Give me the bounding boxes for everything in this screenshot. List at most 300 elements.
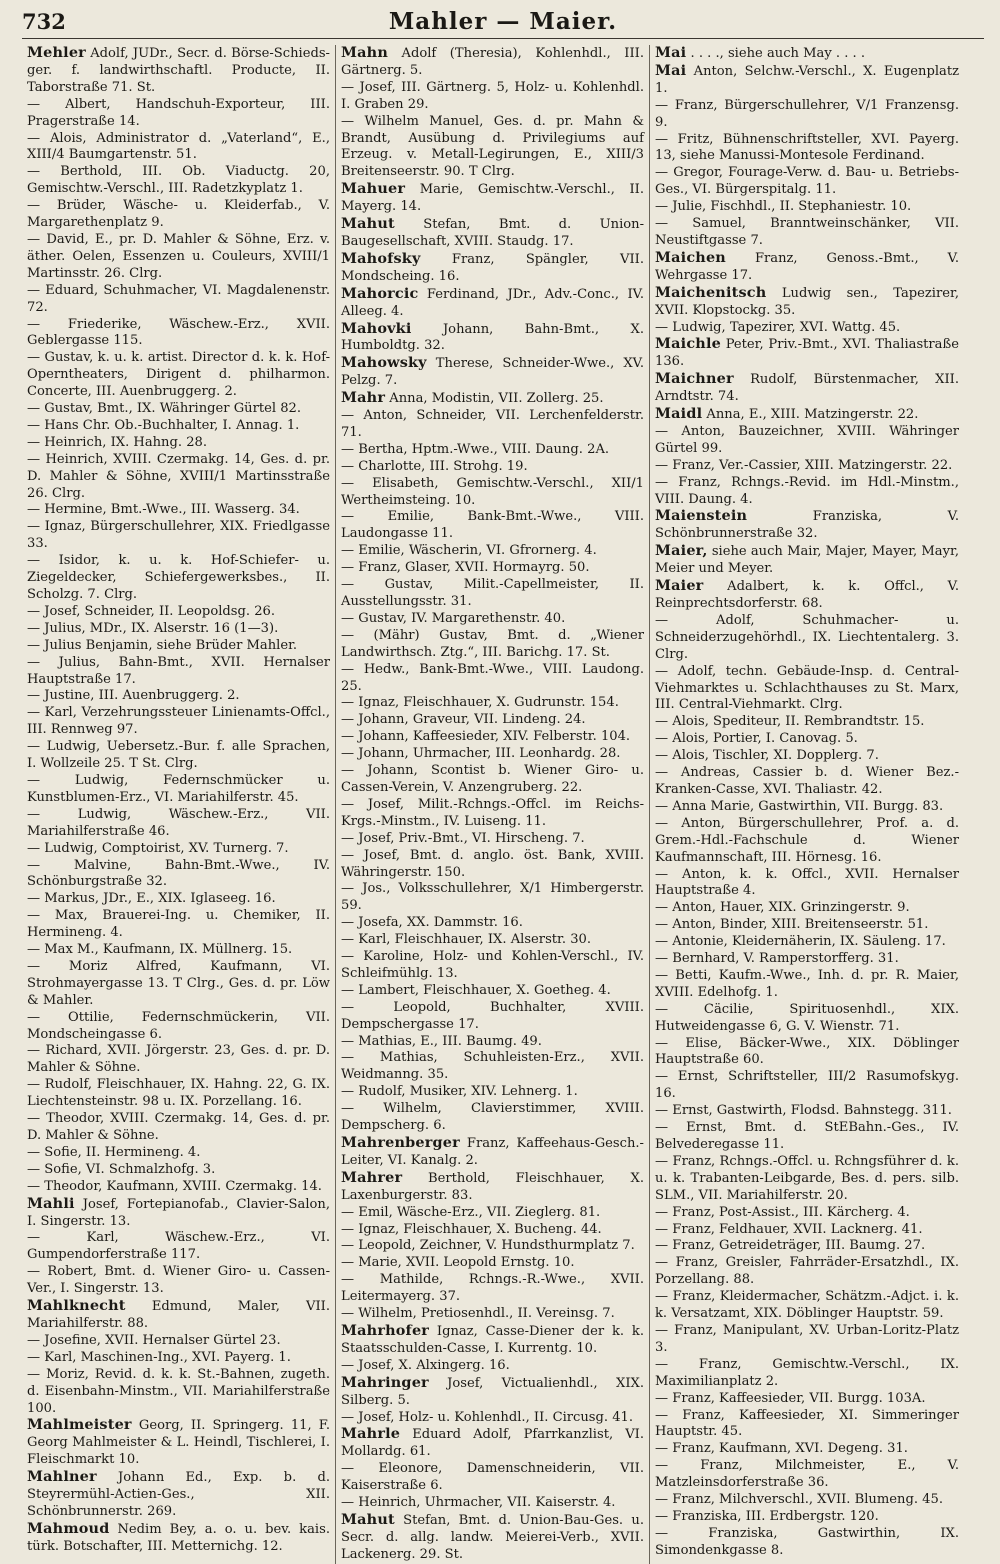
entry-text: Edmund, Maler, VII. Mariahilferstr. 88. <box>27 1299 331 1331</box>
entry-text: Adolf (Theresia), Kohlenhdl., III. Gärtnerg. 5. <box>341 46 644 78</box>
entry-text: — Berthold, III. Ob. Viaductg. 20, Gemischtw.-Verschl., III. Radetzkyplatz 1. <box>27 164 330 197</box>
directory-entry <box>27 452 330 503</box>
directory-entry <box>655 1492 959 1509</box>
directory-entry <box>655 199 959 216</box>
entry-text: — Wilhelm Manuel, Ges. d. pr. Mahn & Brandt, Ausübung d. Privilegiums auf Erzeug. v. Metall-Legirungen, E., XIII/3 Breitenseerstr. 90. T Clrg. <box>341 113 644 180</box>
entry-text: . . . ., siehe auch May . . . . <box>690 46 866 61</box>
entry-headword: Mahmoud <box>27 1519 110 1537</box>
entry-text: — Franz, Kaffeesieder, XI. Simmeringer Hauptstr. 45. <box>655 1407 959 1440</box>
directory-entry <box>341 1426 644 1461</box>
directory-entry <box>27 232 330 283</box>
entry-text: — Alois, Tischler, XI. Dopplerg. 7. <box>655 748 879 764</box>
entry-text: — Sofie, VI. Schmalzhofg. 3. <box>27 1161 216 1177</box>
entry-text: Anna, E., XIII. Matzingerstr. 22. <box>706 407 919 423</box>
directory-entry <box>27 1521 330 1556</box>
directory-entry <box>27 1333 330 1350</box>
entry-headword: Mahringer <box>341 1373 429 1391</box>
entry-text: — Gustav, IV. Margarethenstr. 40. <box>341 610 566 626</box>
entry-text: — Charlotte, III. Strohg. 19. <box>341 458 528 474</box>
directory-entry <box>655 165 959 199</box>
entry-text: — Marie, XVII. Leopold Ernstg. 10. <box>341 1255 575 1271</box>
directory-entry <box>341 1272 644 1306</box>
entry-text: Anton, Selchw.-Verschl., X. Eugenplatz 1. <box>655 63 959 96</box>
directory-entry <box>655 951 959 968</box>
directory-entry <box>341 1306 644 1323</box>
directory-entry <box>655 799 959 816</box>
directory-entry <box>27 621 330 638</box>
directory-entry <box>341 983 644 1000</box>
entry-text: — Franz, Glaser, XVII. Hormayrg. 50. <box>341 560 590 576</box>
directory-entry <box>27 1162 330 1179</box>
entry-headword: Mahut <box>341 1510 395 1528</box>
entry-text: — Franz, Kleidermacher, Schätzm.-Adjct. i. k. k. Versatzamt, XIX. Döblinger Hauptstr. 59. <box>655 1289 959 1322</box>
directory-entry <box>655 867 959 901</box>
directory-entry <box>341 1358 644 1375</box>
entry-text: — Bernhard, V. Ramperstorfferg. 31. <box>655 951 899 967</box>
entry-text: — Karl, Maschinen-Ing., XVI. Payerg. 1. <box>27 1349 291 1365</box>
entry-text: — Ludwig, Federnschmücker u. Kunstblumen-Erz., VI. Mariahilferstr. 45. <box>27 772 330 805</box>
entry-text: Rudolf, Bürstenmacher, XII. Arndtstr. 74. <box>655 372 959 405</box>
directory-entry <box>341 1170 644 1205</box>
entry-text: — Franz, Manipulant, XV. Urban-Loritz-Platz 3. <box>655 1322 959 1355</box>
entry-text: Josef, Fortepianofab., Clavier-Salon, I. Singerstr. 13. <box>27 1196 330 1229</box>
entry-text: — Hans Chr. Ob.-Buchhalter, I. Annag. 1. <box>27 417 300 433</box>
directory-entry <box>341 932 644 949</box>
entry-text: — Franz, Rchngs.-Offcl. u. Rchngsführer d. k. u. k. Trabanten-Leibgarde, Bes. d. pers. silb. SLM., VII. Mariahilferstr. 20. <box>655 1153 959 1203</box>
directory-entry <box>341 355 644 390</box>
directory-entry <box>655 543 959 578</box>
directory-entry <box>341 763 644 797</box>
entry-text: Franz, Genoss.-Bmt., V. Wehrgasse 17. <box>655 250 959 283</box>
directory-entry <box>27 807 330 841</box>
entry-text: — Andreas, Cassier b. d. Wiener Bez.-Kranken-Casse, XVI. Thaliastr. 42. <box>655 765 959 797</box>
directory-entry <box>655 320 959 337</box>
column-middle <box>336 45 650 1564</box>
directory-entry <box>341 1495 644 1512</box>
directory-entry <box>341 286 644 321</box>
directory-entry <box>341 442 644 459</box>
directory-entry <box>655 1069 959 1103</box>
directory-entry <box>655 613 959 664</box>
directory-entry <box>341 560 644 577</box>
entry-text: — Ignaz, Bürgerschullehrer, XIX. Friedlgasse 33. <box>27 519 330 552</box>
directory-entry <box>341 459 644 476</box>
entry-text: — Elisabeth, Gemischtw.-Verschl., XII/1 Wertheimsteing. 10. <box>341 475 644 508</box>
entry-text: — Ludwig, Comptoirist, XV. Turnerg. 7. <box>27 840 289 856</box>
directory-entry <box>655 664 959 715</box>
directory-entry <box>27 317 330 351</box>
directory-entry <box>27 283 330 317</box>
page-number: 732 <box>22 9 66 34</box>
entry-text: — Ernst, Schriftsteller, III/2 Rasumofskyg. 16. <box>655 1069 959 1102</box>
entry-text: — Ernst, Bmt. d. StEBahn.-Ges., IV. Belvederegasse 11. <box>655 1120 959 1152</box>
directory-entry <box>341 45 644 80</box>
entry-headword: Mai <box>655 61 687 79</box>
directory-entry <box>341 509 644 543</box>
entry-headword: Mahowsky <box>341 354 427 372</box>
entry-text: — David, E., pr. D. Mahler & Söhne, Erz. v. äther. Oelen, Essenzen u. Couleurs, XVIII/1 Martinsstr. 26. Clrg. <box>27 231 330 281</box>
entry-headword: Mahovki <box>341 319 412 337</box>
entry-headword: Mahrer <box>341 1168 403 1186</box>
entry-headword: Mehler <box>27 45 86 61</box>
entry-text: — Theodor, Kaufmann, XVIII. Czermakg. 14. <box>27 1178 322 1194</box>
directory-entry <box>655 1103 959 1120</box>
entry-text: — Josefa, XX. Dammstr. 16. <box>341 915 523 931</box>
entry-text: — Robert, Bmt. d. Wiener Giro- u. Cassen-Ver., I. Singerstr. 13. <box>27 1264 330 1297</box>
directory-entry <box>341 1375 644 1410</box>
entry-text: — Max, Brauerei-Ing. u. Chemiker, II. Hermineng. 4. <box>27 908 330 941</box>
directory-entry <box>341 1135 644 1170</box>
directory-entry <box>27 1350 330 1367</box>
directory-entry <box>27 502 330 519</box>
directory-entry <box>655 1441 959 1458</box>
entry-text: — Mathias, Schuhleisten-Erz., XVII. Weidmanng. 35. <box>341 1050 644 1083</box>
entry-text: — Rudolf, Musiker, XIV. Lehnerg. 1. <box>341 1084 578 1100</box>
entry-text: — Julius Benjamin, siehe Brüder Mahler. <box>27 637 298 653</box>
directory-entry <box>341 476 644 510</box>
entry-headword: Mahorcic <box>341 284 419 302</box>
entry-text: — Julie, Fischhdl., II. Stephaniestr. 10. <box>655 199 912 215</box>
entry-text: Adalbert, k. k. Offcl., V. Reinprechtsdorferstr. 68. <box>655 579 959 611</box>
directory-entry <box>27 1179 330 1196</box>
entry-text: Ignaz, Casse-Diener der k. k. Staatsschulden-Casse, I. Kurrentg. 10. <box>341 1323 644 1356</box>
entry-text: Ferdinand, JDr., Adv.-Conc., IV. Alleeg. 4. <box>341 286 644 319</box>
directory-entry <box>27 604 330 621</box>
column-right <box>650 45 964 1564</box>
directory-entry <box>341 746 644 763</box>
entry-headword: Mahlmeister <box>27 1416 132 1434</box>
entry-text: — Karl, Wäschew.-Erz., VI. Gumpendorferstraße 117. <box>27 1230 330 1263</box>
entry-text: siehe auch Mair, Majer, Mayer, Mayr, Meier und Meyer. <box>655 544 959 577</box>
entry-text: — Theodor, XVIII. Czermakg. 14, Ges. d. pr. D. Mahler & Söhne. <box>27 1111 330 1143</box>
directory-entry <box>341 1323 644 1358</box>
entry-headword: Mai <box>655 45 687 61</box>
entry-headword: Mahlknecht <box>27 1297 126 1315</box>
entry-text: — Mathias, E., III. Baumg. 49. <box>341 1033 542 1049</box>
directory-entry <box>341 729 644 746</box>
entry-text: Therese, Schneider-Wwe., XV. Pelzg. 7. <box>341 356 644 389</box>
entry-text: Johann Ed., Exp. b. d. Steyrermühl-Actien-Ges., XII. Schönbrunnerstr. 269. <box>27 1470 330 1519</box>
directory-entry <box>341 1034 644 1051</box>
entry-text: Stefan, Bmt. d. Union-Bau-Ges. u. Secr. d. allg. landw. Meierei-Verb., XVII. Lackenerg. 29. St. <box>341 1512 644 1562</box>
directory-entry <box>655 336 959 371</box>
directory-entry <box>341 1512 644 1564</box>
directory-entry <box>27 435 330 452</box>
directory-entry <box>341 390 644 408</box>
directory-entry <box>27 858 330 892</box>
directory-entry <box>655 714 959 731</box>
entry-text: — Malvine, Bahn-Bmt.-Wwe., IV. Schönburgstraße 32. <box>27 857 330 890</box>
entry-text: — Karl, Fleischhauer, IX. Alserstr. 30. <box>341 932 592 948</box>
entry-text: — Josef, Milit.-Rchngs.-Offcl. im Reichs-Krgs.-Minstm., IV. Luiseng. 11. <box>341 796 644 829</box>
entry-text: — Johann, Kaffeesieder, XIV. Felberstr. 104. <box>341 729 631 745</box>
entry-text: — Alois, Spediteur, II. Rembrandtstr. 15. <box>655 714 925 730</box>
entry-headword: Maichen <box>655 248 726 266</box>
directory-entry <box>341 848 644 882</box>
directory-entry <box>655 1154 959 1205</box>
entry-text: — Anton, Bauzeichner, XVIII. Währinger Gürtel 99. <box>655 423 959 456</box>
entry-text: — Josef, X. Alxingerg. 16. <box>341 1357 510 1373</box>
entry-text: — Lambert, Fleischhauer, X. Goetheg. 4. <box>341 982 611 998</box>
directory-entry <box>341 577 644 611</box>
entry-text: — Alois, Administrator d. „Vaterland“, E., XIII/4 Baumgartenstr. 51. <box>27 130 330 163</box>
entry-headword: Maichle <box>655 335 721 353</box>
directory-entry <box>341 216 644 251</box>
entry-text: — Emilie, Bank-Bmt.-Wwe., VIII. Laudongasse 11. <box>341 509 644 542</box>
entry-text: — Anton, Binder, XIII. Breitenseerstr. 51. <box>655 917 929 933</box>
entry-text: — Hermine, Bmt.-Wwe., III. Wasserg. 34. <box>27 502 300 518</box>
entry-text: — Gregor, Fourage-Verw. d. Bau- u. Betriebs-Ges., VI. Bürgerspitalg. 11. <box>655 165 959 198</box>
directory-entry <box>27 45 330 97</box>
directory-entry <box>27 97 330 131</box>
directory-entry <box>341 181 644 216</box>
entry-text: — Emilie, Wäscherin, VI. Gfrornerg. 4. <box>341 543 597 559</box>
entry-text: — Adolf, Schuhmacher- u. Schneiderzugehörhdl., IX. Liechtentalerg. 3. Clrg. <box>655 612 959 662</box>
directory-entry <box>27 401 330 418</box>
entry-text: — Samuel, Branntweinschänker, VII. Neustiftgasse 7. <box>655 216 959 248</box>
entry-headword: Maier, <box>655 542 708 560</box>
entry-text: — Heinrich, XVIII. Czermakg. 14, Ges. d. pr. D. Mahler & Söhne, XVIII/1 Martinsstraße 26. Clrg. <box>27 451 330 501</box>
entry-text: — Johann, Graveur, VII. Lindeng. 24. <box>341 712 586 728</box>
entry-headword: Maier <box>655 577 704 595</box>
entry-text: — Josef, Holz- u. Kohlenhdl., II. Circusg. 41. <box>341 1409 634 1425</box>
directory-entry <box>341 80 644 114</box>
directory-entry <box>27 198 330 232</box>
directory-entry <box>341 628 644 662</box>
directory-entry <box>655 1120 959 1154</box>
entry-text: Josef, Victualienhdl., XIX. Silberg. 5. <box>341 1375 644 1408</box>
directory-entry <box>655 458 959 475</box>
entry-text: — Heinrich, Uhrmacher, VII. Kaiserstr. 4. <box>341 1495 616 1511</box>
entry-text: Georg, II. Springerg. 11, F. Georg Mahlmeister & L. Heindl, Tischlerei, I. Fleischmarkt 10. <box>27 1418 330 1468</box>
running-title: Mahler — Maier. <box>388 8 618 35</box>
directory-entry <box>341 881 644 915</box>
directory-entry <box>27 1469 330 1521</box>
directory-entry <box>341 1222 644 1239</box>
entry-headword: Mahrenberger <box>341 1134 460 1151</box>
entry-text: — Karl, Verzehrungssteuer Linienamts-Offcl., III. Rennweg 97. <box>27 705 330 738</box>
entry-text: — Bertha, Hptm.-Wwe., VIII. Daung. 2A. <box>341 441 610 457</box>
directory-entry <box>27 131 330 165</box>
directory-entry <box>27 891 330 908</box>
directory-entry <box>27 350 330 401</box>
directory-entry <box>341 251 644 286</box>
directory-entry <box>341 1205 644 1222</box>
entry-text: — Karoline, Holz- und Kohlen-Verschl., IV. Schleifmühlg. 13. <box>341 949 644 981</box>
directory-entry <box>655 216 959 250</box>
entry-text: — Franz, Getreideträger, III. Baumg. 27. <box>655 1238 926 1254</box>
entry-text: — Franz, Feldhauer, XVII. Lacknerg. 41. <box>655 1221 923 1237</box>
entry-text: — Betti, Kaufm.-Wwe., Inh. d. pr. R. Maier, XVIII. Edelhofg. 1. <box>655 967 959 1000</box>
entry-text: Ludwig sen., Tapezirer, XVII. Klopstockg. 35. <box>655 285 959 318</box>
entry-text: — Adolf, techn. Gebäude-Insp. d. Central-Viehmarktes u. Schlachthauses zu St. Marx, III. Central-Viehmarkt. Clrg. <box>655 663 959 713</box>
directory-entry <box>341 543 644 560</box>
entry-text: Johann, Bahn-Bmt., X. Humboldtg. 32. <box>341 321 644 354</box>
directory-entry <box>27 1298 330 1333</box>
directory-entry <box>655 968 959 1002</box>
entry-headword: Maienstein <box>655 507 748 525</box>
directory-entry <box>27 1417 330 1469</box>
directory-entry <box>27 908 330 942</box>
directory-entry <box>655 731 959 748</box>
directory-entry <box>27 705 330 739</box>
directory-entry <box>27 519 330 553</box>
entry-text: — Josef, Schneider, II. Leopoldsg. 26. <box>27 603 276 619</box>
entry-text: Adolf, JUDr., Secr. d. Börse-Schieds-ger. f. landwirthschaftl. Producte, II. Taborstraße 71. St. <box>27 46 330 95</box>
entry-text: — Gustav, k. u. k. artist. Director d. k. k. Hof-Operntheaters, Dirigent d. philharmon. Concerte, III. Auenbruggerg. 2. <box>27 350 330 400</box>
directory-entry <box>341 831 644 848</box>
directory-entry <box>655 63 959 98</box>
directory-entry <box>655 132 959 166</box>
directory-entry <box>655 45 959 63</box>
directory-entry <box>655 371 959 406</box>
entry-text: Berthold, Fleischhauer, X. Laxenburgerstr. 83. <box>341 1170 644 1203</box>
entry-text: — Fritz, Bühnenschriftsteller, XVI. Payerg. 13, siehe Manussi-Montesole Ferdinand. <box>655 131 959 164</box>
directory-entry <box>655 285 959 320</box>
entry-text: — Anton, Hauer, XIX. Grinzingerstr. 9. <box>655 900 910 916</box>
entry-headword: Mahlner <box>27 1468 97 1486</box>
entry-text: — Rudolf, Fleischhauer, IX. Hahng. 22, G. IX. Liechtensteinstr. 98 u. IX. Porzellang. 16. <box>27 1077 330 1110</box>
entry-text: — Sofie, II. Hermineng. 4. <box>27 1144 201 1160</box>
entry-text: — Brüder, Wäsche- u. Kleiderfab., V. Margarethenplatz 9. <box>27 198 330 231</box>
directory-entry <box>341 695 644 712</box>
directory-entry <box>341 1461 644 1495</box>
entry-text: — Emil, Wäsche-Erz., VII. Zieglerg. 81. <box>341 1204 601 1220</box>
entry-text: — Alois, Portier, I. Canovag. 5. <box>655 731 858 747</box>
entry-text: — Ludwig, Tapezirer, XVI. Wattg. 45. <box>655 319 901 335</box>
entry-headword: Maichenitsch <box>655 283 767 301</box>
entry-text: Franz, Kaffeehaus-Gesch.-Leiter, VI. Kanalg. 2. <box>341 1136 644 1168</box>
entry-text: — Gustav, Bmt., IX. Währinger Gürtel 82. <box>27 401 302 417</box>
entry-text: — Franz, Ver.-Cassier, XIII. Matzingerstr. 22. <box>655 457 953 473</box>
entry-text: — Moriz Alfred, Kaufmann, VI. Strohmayergasse 13. T Clrg., Ges. d. pr. Löw & Mahler. <box>27 958 330 1008</box>
directory-entry <box>655 1255 959 1289</box>
entry-headword: Mahrhofer <box>341 1321 430 1339</box>
entry-text: — Gustav, Milit.-Capellmeister, II. Ausstellungsstr. 31. <box>341 577 644 609</box>
entry-text: — Franz, Milchmeister, E., V. Matzleinsdorferstraße 36. <box>655 1458 959 1491</box>
directory-entry <box>27 1367 330 1418</box>
directory-entry <box>27 942 330 959</box>
entry-text: — Leopold, Zeichner, V. Hundsthurmplatz 7. <box>341 1238 635 1254</box>
entry-text: — Leopold, Buchhalter, XVIII. Dempschergasse 17. <box>341 999 644 1032</box>
directory-entry <box>655 1458 959 1492</box>
directory-entry <box>27 1145 330 1162</box>
entry-headword: Mahr <box>341 389 386 407</box>
entry-text: — Josef, III. Gärtnerg. 5, Holz- u. Kohlenhdl. I. Graben 29. <box>341 79 644 112</box>
entry-text: — Josefine, XVII. Hernalser Gürtel 23. <box>27 1332 281 1348</box>
entry-text: — Eduard, Schuhmacher, VI. Magdalenenstr. 72. <box>27 282 330 315</box>
entry-text: — Franz, Rchngs.-Revid. im Hdl.-Minstm., VIII. Daung. 4. <box>655 474 959 507</box>
entry-text: Anna, Modistin, VII. Zollerg. 25. <box>389 391 604 407</box>
entry-text: — Johann, Scontist b. Wiener Giro- u. Cassen-Verein, V. Anzengruberg. 22. <box>341 763 644 795</box>
entry-text: — Antonie, Kleidernäherin, IX. Säuleng. 17. <box>655 934 946 950</box>
directory-entry <box>655 508 959 543</box>
entry-text: — Heinrich, IX. Hahng. 28. <box>27 434 208 450</box>
directory-entry <box>341 408 644 442</box>
directory-entry <box>27 773 330 807</box>
directory-entry <box>655 1222 959 1239</box>
directory-entry <box>341 797 644 831</box>
directory-entry <box>341 611 644 628</box>
entry-text: — Wilhelm, Clavierstimmer, XVIII. Dempscherg. 6. <box>341 1101 644 1134</box>
entry-text: — Moriz, Revid. d. k. k. St.-Bahnen, zugeth. d. Eisenbahn-Minstm., VII. Mariahilferstraße 100. <box>27 1366 330 1416</box>
directory-entry <box>655 98 959 132</box>
entry-text: — Max M., Kaufmann, IX. Müllnerg. 15. <box>27 942 293 958</box>
entry-text: — Cäcilie, Spirituosenhdl., XIX. Hutweidengasse 6, G. V. Wienstr. 71. <box>655 1001 959 1034</box>
directory-entry <box>341 1255 644 1272</box>
directory-entry <box>341 1050 644 1084</box>
entry-headword: Mahli <box>27 1194 75 1212</box>
entry-text: — Ignaz, Fleischhauer, X. Bucheng. 44. <box>341 1221 602 1237</box>
entry-text: — Franz, Gemischtw.-Verschl., IX. Maximilianplatz 2. <box>655 1356 959 1389</box>
directory-entry <box>655 406 959 424</box>
entry-headword: Mahut <box>341 215 395 233</box>
directory-entry <box>341 114 644 182</box>
directory-entry <box>655 1002 959 1036</box>
directory-entry <box>655 1036 959 1070</box>
entry-text: — Franz, Kaufmann, XVI. Degeng. 31. <box>655 1441 908 1457</box>
entry-text: — Jos., Volksschullehrer, X/1 Himbergerstr. 59. <box>341 881 644 914</box>
directory-entry <box>27 1196 330 1231</box>
entry-text: — Eleonore, Damenschneiderin, VII. Kaiserstraße 6. <box>341 1461 644 1494</box>
entry-text: — Markus, JDr., E., XIX. Iglaseeg. 16. <box>27 891 276 907</box>
directory-entry <box>655 1238 959 1255</box>
directory-entry <box>655 475 959 509</box>
entry-headword: Maichner <box>655 370 734 388</box>
directory-entry <box>27 1230 330 1264</box>
entry-text: — Anton, Schneider, VII. Lerchenfelderstr. 71. <box>341 408 644 440</box>
entry-text: Stefan, Bmt. d. Union-Baugesellschaft, XVIII. Staudg. 17. <box>341 217 644 249</box>
entry-text: — Friederike, Wäschew.-Erz., XVII. Geblergasse 115. <box>27 316 330 349</box>
directory-entry <box>655 1205 959 1222</box>
entry-text: — Anna Marie, Gastwirthin, VII. Burgg. 83. <box>655 798 944 814</box>
directory-entry <box>655 424 959 458</box>
entry-text: — Ottilie, Federnschmückerin, VII. Mondscheingasse 6. <box>27 1009 330 1042</box>
entry-headword: Mahrle <box>341 1425 401 1443</box>
directory-entry <box>341 915 644 932</box>
entry-text: — Mathilde, Rchngs.-R.-Wwe., XVII. Leitermayerg. 37. <box>341 1272 644 1305</box>
directory-entry <box>655 765 959 799</box>
directory-entry <box>655 748 959 765</box>
entry-text: — Richard, XVII. Jörgerstr. 23, Ges. d. pr. D. Mahler & Söhne. <box>27 1043 330 1076</box>
entry-text: — Isidor, k. u. k. Hof-Schiefer- u. Ziegeldecker, Schiefergewerksbes., II. Scholzg. 7. Clrg. <box>27 553 330 602</box>
directory-entry <box>27 418 330 435</box>
entry-text: — Hedw., Bank-Bmt.-Wwe., VIII. Laudong. 25. <box>341 661 644 694</box>
entry-text: — Julius, MDr., IX. Alserstr. 16 (1—3). <box>27 620 279 636</box>
directory-entry <box>655 900 959 917</box>
page-header <box>22 8 984 39</box>
directory-entry <box>341 1084 644 1101</box>
entry-text: — Franz, Greisler, Fahrräder-Ersatzhdl., IX. Porzellang. 88. <box>655 1255 959 1288</box>
entry-text: — Julius, Bahn-Bmt., XVII. Hernalser Hauptstraße 17. <box>27 654 330 687</box>
entry-text: — Justine, III. Auenbruggerg. 2. <box>27 688 240 704</box>
entry-text: — Anton, Bürgerschullehrer, Prof. a. d. Grem.-Hdl.-Fachschule d. Wiener Kaufmannschaft, III. Hörnesg. 16. <box>655 815 959 865</box>
directory-entry <box>27 638 330 655</box>
entry-text: — Elise, Bäcker-Wwe., XIX. Döblinger Hauptstraße 60. <box>655 1035 959 1068</box>
entry-text: — Ernst, Gastwirth, Flodsd. Bahnstegg. 311. <box>655 1103 952 1119</box>
directory-entry <box>655 1509 959 1526</box>
entry-headword: Mahn <box>341 45 388 61</box>
directory-entry <box>341 321 644 356</box>
entry-text: — Franz, Bürgerschullehrer, V/1 Franzensg. 9. <box>655 97 959 130</box>
entry-headword: Maidl <box>655 405 703 423</box>
directory-entry <box>655 816 959 867</box>
directory-entry <box>655 1289 959 1323</box>
directory-entry <box>655 1391 959 1408</box>
directory-entry <box>27 655 330 689</box>
entry-text: — Ignaz, Fleischhauer, X. Gudrunstr. 154. <box>341 695 619 711</box>
entry-text: — Josef, Priv.-Bmt., VI. Hirscheng. 7. <box>341 830 585 846</box>
